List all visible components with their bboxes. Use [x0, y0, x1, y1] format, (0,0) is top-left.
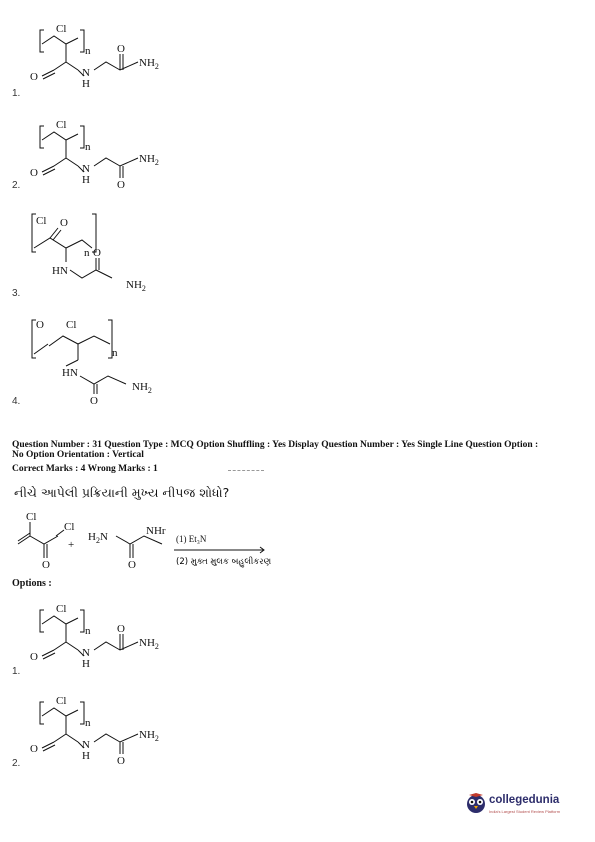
amide-h-label: H: [82, 78, 90, 90]
carbonyl-o-label: O: [117, 623, 125, 635]
amide-h-label: H: [82, 174, 90, 186]
reaction-scheme: [12, 510, 302, 574]
question-marks: Correct Marks : 4 Wrong Marks : 1: [12, 464, 158, 474]
reagent-step-1: (1) Et₃N: [176, 534, 207, 544]
divider: [228, 470, 264, 471]
oxygen-label: O: [60, 217, 68, 229]
logo-tagline: India's Largest Student Review Platform: [489, 809, 561, 814]
oxygen-label: O: [30, 167, 38, 179]
oxygen-label: O: [30, 651, 38, 663]
plus-sign: +: [68, 539, 75, 551]
option-number: 2.: [12, 180, 21, 191]
amide-n-label: N: [82, 739, 90, 751]
repeat-n-label: n: [85, 717, 91, 729]
answer-option-number: 2.: [12, 758, 21, 769]
oxygen-label: O: [42, 559, 50, 571]
chloro-label: Cl: [56, 603, 67, 615]
amine-label: $NH_2$: [139, 153, 159, 167]
repeat-n-label: n: [84, 247, 90, 259]
question-meta-line1: Question Number : 31 Question Type : MCQ Option Shuffling : Yes Display Question Number : Yes Single Line Question Option :: [12, 440, 539, 450]
amide-n-label: N: [82, 67, 90, 79]
logo-name: collegedunia: [489, 794, 560, 806]
repeat-n-label: n: [85, 45, 91, 57]
repeat-n-label: n: [85, 625, 91, 637]
carbonyl-o-label: O: [128, 559, 136, 571]
option-structure-4: [22, 314, 192, 404]
chloro-label: Cl: [26, 511, 37, 523]
oxygen-label: O: [30, 71, 38, 83]
owl-logo-icon: [465, 792, 487, 818]
oxygen-label: O: [30, 743, 38, 755]
option-number: 4.: [12, 396, 21, 407]
hn-label: HN: [62, 367, 78, 379]
hn-label: HN: [52, 265, 68, 277]
amide-h-label: H: [82, 658, 90, 670]
answer-option-number: 1.: [12, 666, 21, 677]
acyl-chloro-label: Cl: [64, 521, 75, 533]
amine-label: $NH_2$: [132, 381, 152, 395]
option-structure-3: [22, 208, 192, 294]
options-label: Options :: [12, 578, 52, 589]
answer-option-structure-1: [22, 598, 192, 670]
chloro-label: Cl: [36, 215, 47, 227]
option-structure-2: [22, 114, 192, 190]
carbonyl-o-label: O: [117, 755, 125, 766]
carbonyl-o-label: O: [117, 43, 125, 55]
carbonyl-o-label: O: [90, 395, 98, 404]
chloro-label: Cl: [66, 319, 77, 331]
amine-label: $NH_2$: [139, 729, 159, 743]
option-number: 1.: [12, 88, 21, 99]
chloro-label: Cl: [56, 119, 67, 131]
amine-label: $NH_2$: [139, 57, 159, 71]
amine-label: $NH_2$: [126, 279, 146, 293]
repeat-n-label: n: [85, 141, 91, 153]
amide-n-label: N: [82, 163, 90, 175]
h2n-label: $H_2N$: [88, 531, 108, 545]
nhr-label: NHr: [146, 525, 166, 537]
option-structure-1: [22, 18, 192, 90]
carbonyl-o-label: O: [93, 247, 101, 259]
answer-option-structure-2: [22, 690, 192, 766]
repeat-n-label: n: [112, 347, 118, 359]
collegedunia-logo: [465, 792, 575, 820]
amide-h-label: H: [82, 750, 90, 762]
oxygen-label: O: [36, 319, 44, 331]
chloro-label: Cl: [56, 23, 67, 35]
question-text: નીચે આપેલી પ્રક્રિયાની મુખ્ય નીપજ શોધો?: [14, 485, 230, 500]
amine-label: $NH_2$: [139, 637, 159, 651]
option-number: 3.: [12, 288, 21, 299]
chloro-label: Cl: [56, 695, 67, 707]
carbonyl-o-label: O: [117, 179, 125, 190]
amide-n-label: N: [82, 647, 90, 659]
reagent-step-2: (2) મુક્ત મુલક બહુલીકરણ: [176, 557, 272, 567]
question-meta-line2: No Option Orientation : Vertical: [12, 450, 144, 460]
